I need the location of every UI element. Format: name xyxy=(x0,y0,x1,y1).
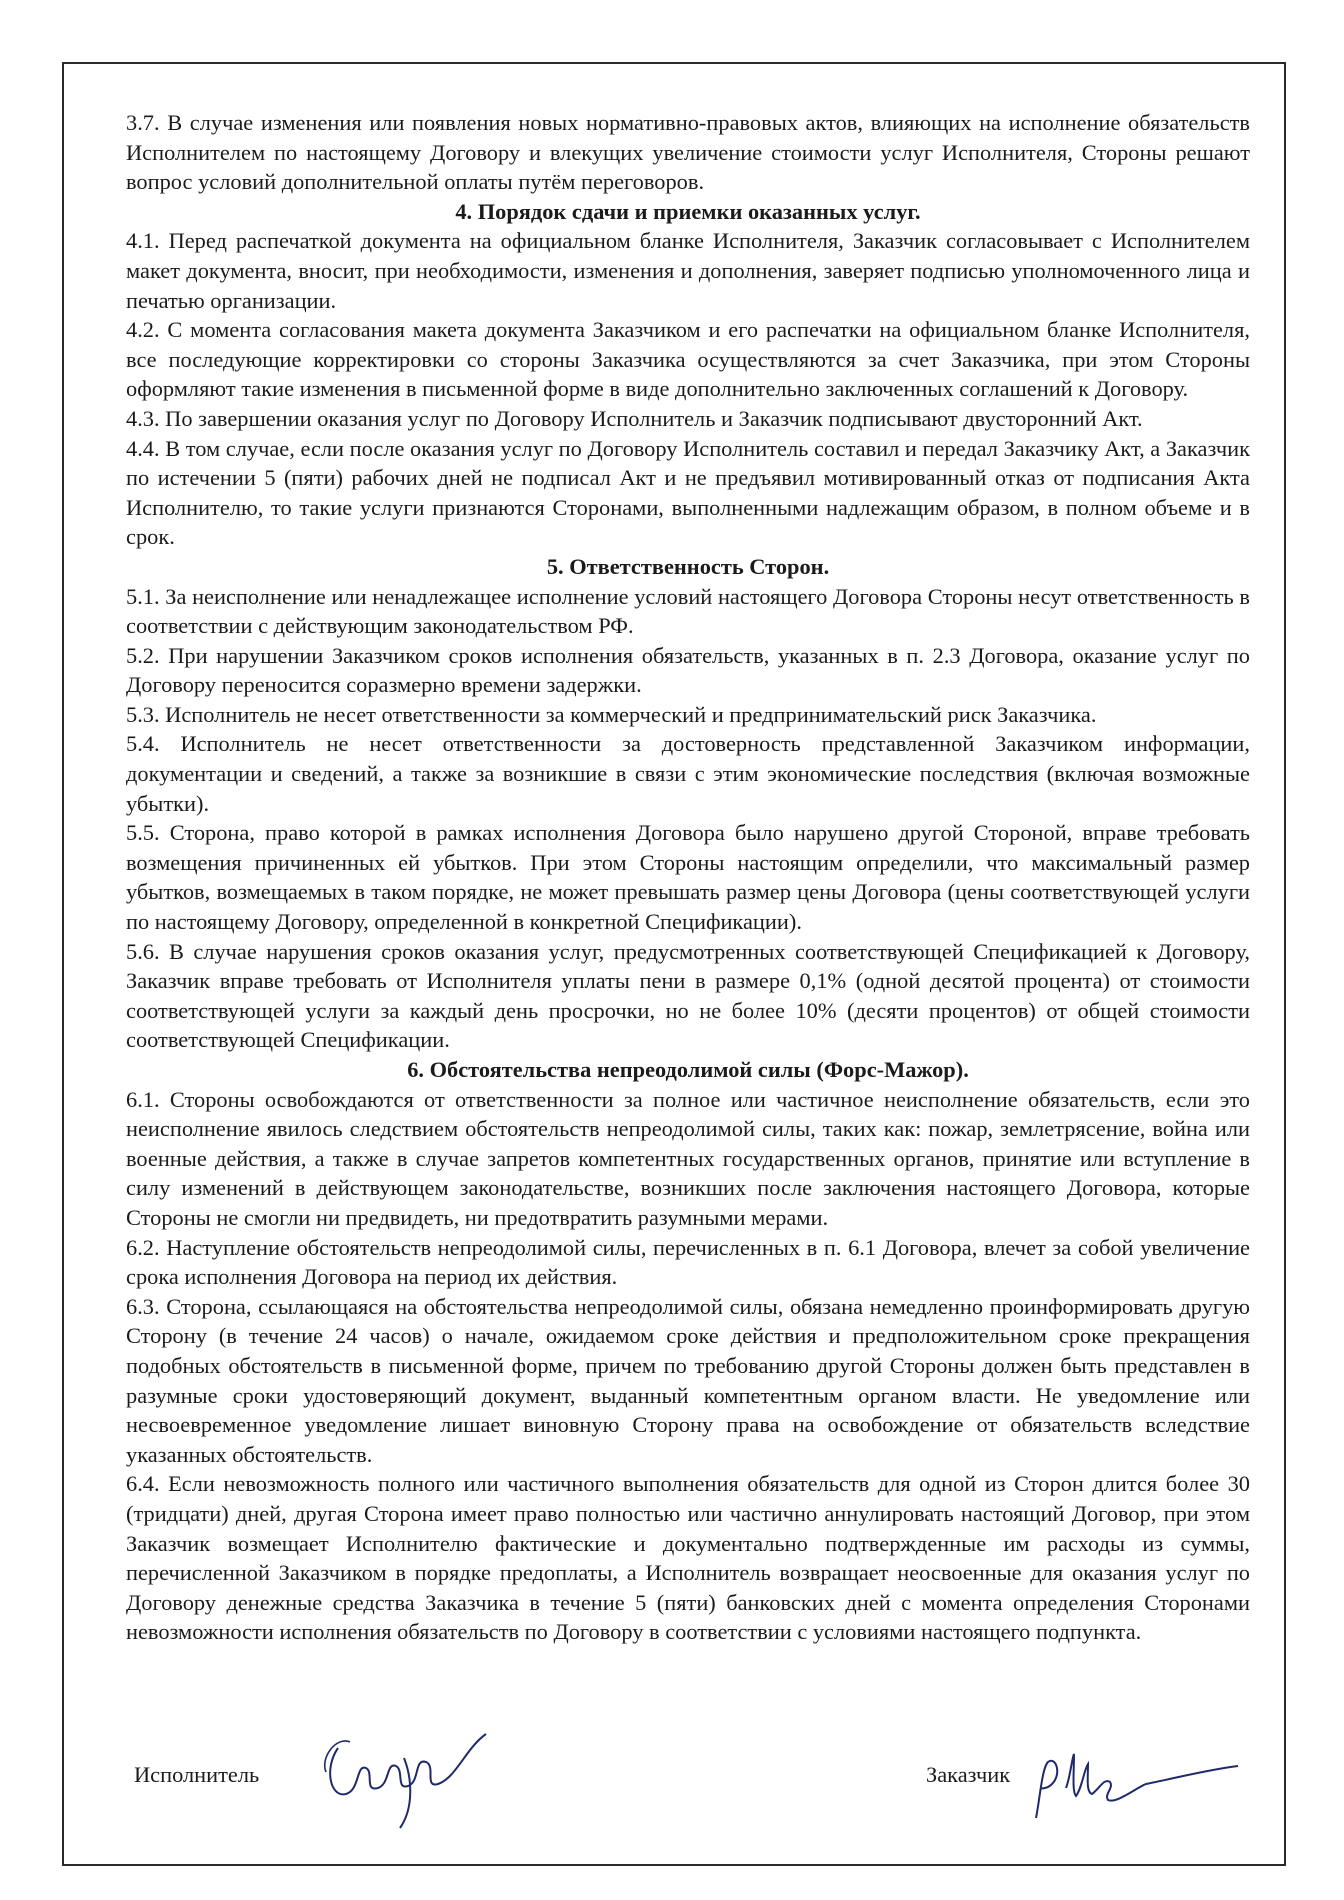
paragraph: 4.2. С момента согласования макета документа Заказчиком и его распечатки на официальном бланке Исполнителя, все последующие корректировки со стороны Заказчика осуществляются за счет Заказчика, при этом Стороны оформляют такие изменения в письменной форме в виде дополнительно заключенных соглашений к Договору. xyxy=(126,317,1250,402)
paragraph: 6.4. Если невозможность полного или частичного выполнения обязательств для одной из Сторон длится более 30 (тридцати) дней, другая Сторона имеет право полностью или частично аннулировать настоящий Договор, при этом Заказчик возмещает Исполнителю фактические и документально подтвержденные им расходы из суммы, перечисленной Заказчиком в порядке предоплаты, а Исполнитель возвращает неосвоенные для оказания услуг по Договору денежные средства Заказчика в течение 5 (пяти) банковских дней с момента определения Сторонами невозможности исполнения обязательств по Договору в соответствии с условиями настоящего подпункта. xyxy=(126,1471,1250,1645)
signature-block xyxy=(126,1762,1250,1852)
executor-label: Исполнитель xyxy=(134,1762,260,1787)
section-heading: 5. Ответственность Сторон. xyxy=(546,553,830,579)
section-heading: 6. Обстоятельства непреодолимой силы (Форс-Мажор). xyxy=(407,1057,969,1082)
paragraph: 5.1. За неисполнение или ненадлежащее исполнение условий настоящего Договора Стороны несут ответственность в соответствии с действующим законодательством РФ. xyxy=(126,583,1250,639)
document-body xyxy=(126,108,1250,1647)
paragraph: 5.6. В случае нарушения сроков оказания услуг, предусмотренных соответствующей Спецификацией к Договору, Заказчик вправе требовать от Исполнителя уплаты пени в размере 0,1% (одной десятой процента) от стоимости соответствующей услуги за каждый день просрочки, но не более 10% (десяти процентов) от общей стоимости соответствующей Спецификации. xyxy=(126,938,1250,1053)
paragraph: 5.5. Сторона, право которой в рамках исполнения Договора было нарушено другой Стороной, вправе требовать возмещения причиненных ей убытков. При этом Стороны настоящим определили, что максимальный размер убытков, возмещаемых в таком порядке, не может превышать размер цены Договора (цены соответствующей услуги по настоящему Договору, определенной в конкретной Спецификации). xyxy=(126,820,1250,935)
paragraph: 4.4. В том случае, если после оказания услуг по Договору Исполнитель составил и передал Заказчику Акт, а Заказчик по истечении 5 (пяти) рабочих дней не подписал Акт и не предъявил мотивированный отказ от подписания Акта Исполнителю, то такие услуги признаются Сторонами, выполненными надлежащим образом, в полном объеме и в срок. xyxy=(126,435,1250,550)
paragraph: 6.1. Стороны освобождаются от ответственности за полное или частичное неисполнение обязательств, если это неисполнение явилось следствием обстоятельств непреодолимой силы, таких как: пожар, землетрясение, война или военные действия, а также в случае запретов компетентных государственных органов, принятие или вступление в силу изменений в действующем законодательстве, возникших после заключения настоящего Договора, которые Стороны не смогли ни предвидеть, ни предотвратить разумными мерами. xyxy=(126,1086,1250,1230)
paragraph: 4.3. По завершении оказания услуг по Договору Исполнитель и Заказчик подписывают двусторонний Акт. xyxy=(126,405,1143,431)
paragraph: 5.2. При нарушении Заказчиком сроков исполнения обязательств, указанных в п. 2.3 Договора, оказание услуг по Договору переносится соразмерно времени задержки. xyxy=(126,642,1250,698)
customer-label: Заказчик xyxy=(926,1762,1011,1787)
customer-signature xyxy=(1026,1748,1246,1828)
paragraph: 6.2. Наступление обстоятельств непреодолимой силы, перечисленных в п. 6.1 Договора, влечет за собой увеличение срока исполнения Договора на период их действия. xyxy=(126,1234,1250,1290)
paragraph: 4.1. Перед распечаткой документа на официальном бланке Исполнителя, Заказчик согласовывает с Исполнителем макет документа, вносит, при необходимости, изменения и дополнения, заверяет подписью уполномоченного лица и печатью организации. xyxy=(126,228,1250,313)
section-heading: 4. Порядок сдачи и приемки оказанных услуг. xyxy=(455,198,921,224)
paragraph: 5.3. Исполнитель не несет ответственности за коммерческий и предпринимательский риск Заказчика. xyxy=(126,701,1097,727)
paragraph: 5.4. Исполнитель не несет ответственности за достоверность представленной Заказчиком информации, документации и сведений, а также за возникшие в связи с этим экономические последствия (включая возможные убытки). xyxy=(126,731,1250,816)
executor-signature xyxy=(316,1728,506,1838)
paragraph: 3.7. В случае изменения или появления новых нормативно-правовых актов, влияющих на исполнение обязательств Исполнителем по настоящему Договору и влекущих увеличение стоимости услуг Исполнителя, Стороны решают вопрос условий дополнительной оплаты путём переговоров. xyxy=(126,110,1250,195)
paragraph: 6.3. Сторона, ссылающаяся на обстоятельства непреодолимой силы, обязана немедленно проинформировать другую Сторону (в течение 24 часов) о начале, ожидаемом сроке действия и предположительном сроке прекращения подобных обстоятельств в письменной форме, причем по требованию другой Стороны должен быть представлен в разумные сроки удостоверяющий документ, выданный компетентным органом власти. Не уведомление или несвоевременное уведомление лишает виновную Сторону права на освобождение от обязательств вследствие указанных обстоятельств. xyxy=(126,1293,1250,1467)
